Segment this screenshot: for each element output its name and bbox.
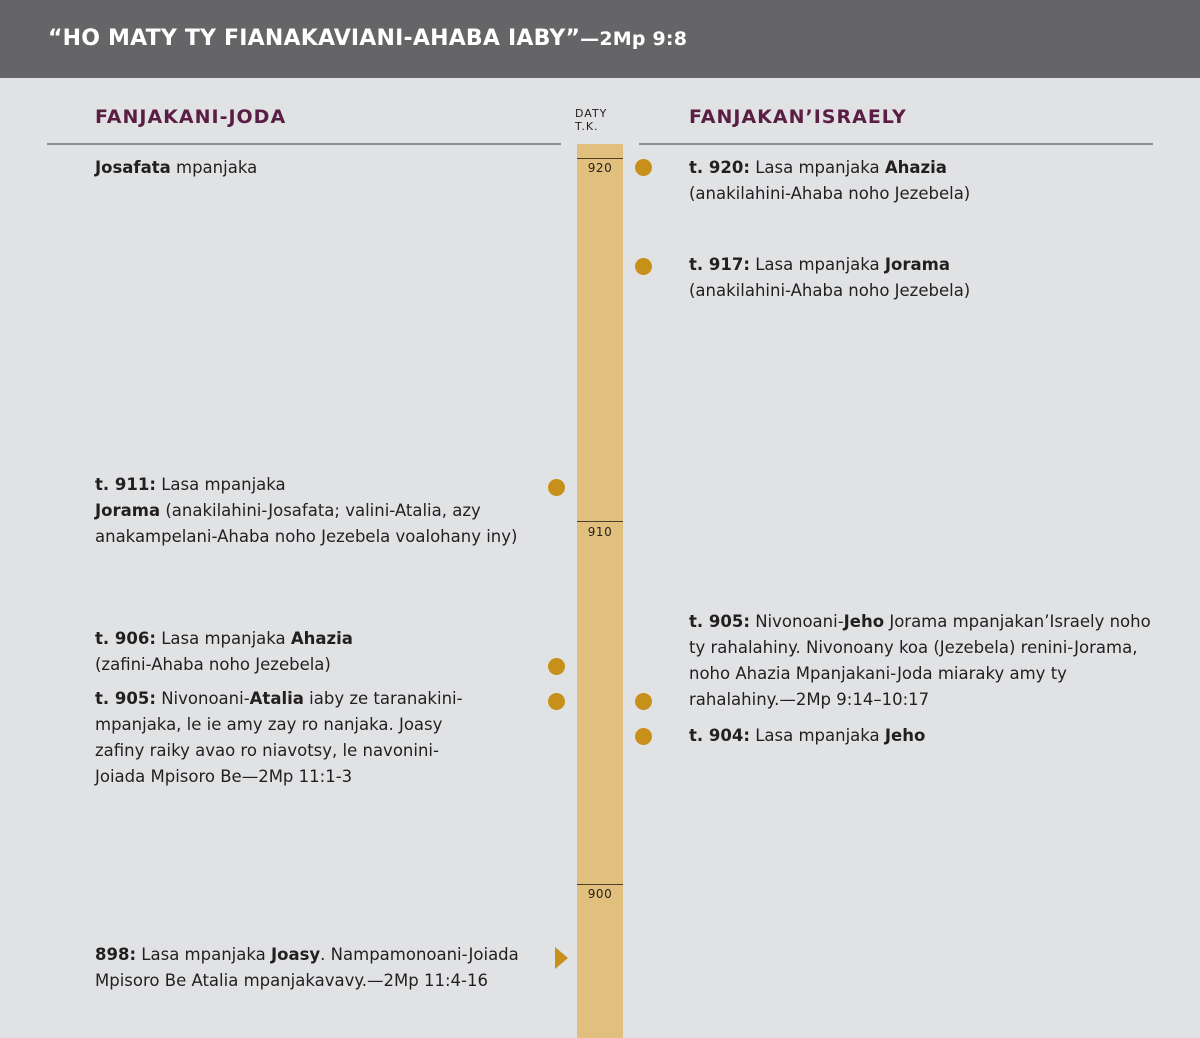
- event-marker-arrow: [555, 947, 568, 969]
- entry-text-rest: (zafini-Ahaba noho Jezebela): [95, 655, 331, 674]
- entry-text-rest: (anakilahini-Ahaba noho Jezebela): [689, 281, 971, 300]
- entry-bold-name: Ahazia: [884, 158, 947, 177]
- timeline-bar: [577, 144, 623, 1038]
- left-entry-906: [95, 626, 395, 678]
- left-entry-898: [95, 942, 525, 994]
- event-marker-dot: [548, 658, 565, 675]
- entry-bold-name: Jorama: [95, 501, 161, 520]
- event-marker-dot: [635, 693, 652, 710]
- entry-bold: t. 917:: [689, 255, 750, 274]
- entry-bold-name: Jorama: [884, 255, 950, 274]
- entry-bold-name: Atalia: [249, 689, 304, 708]
- title-text: “HO MATY TY FIANAKAVIANI-AHABA IABY”: [48, 26, 581, 51]
- entry-text-rest: (anakilahini-Ahaba noho Jezebela): [689, 184, 971, 203]
- entry-text-rest: Jorama mpanjakan’Israely noho ty rahalahiny. Nivonoany koa (Jezebela) renini-Jorama, noho Ahazia Mpanjakani-Joda miaraky amy ty rahalahiny.—2Mp 9:14–10:17: [689, 612, 1151, 709]
- entry-bold-name: Ahazia: [290, 629, 353, 648]
- date-heading-line1: DATY: [575, 107, 608, 120]
- entry-bold: t. 920:: [689, 158, 750, 177]
- page-title: [48, 26, 687, 51]
- right-entry-917: [689, 252, 1159, 304]
- date-column-heading: [575, 107, 623, 133]
- entry-text-rest: iaby ze taranakini-mpanjaka, le ie amy zay ro nanjaka. Joasy zafiny raiky avao ro niavotsy, le navonini-Joiada Mpisoro Be—2Mp 11:1-3: [95, 689, 463, 786]
- entry-text-rest: (anakilahini-Josafata; valini-Atalia, azy anakampelani-Ahaba noho Jezebela voalohany iny): [95, 501, 518, 546]
- entry-text: Lasa mpanjaka: [136, 945, 271, 964]
- left-entry-josafata: [95, 155, 535, 181]
- timeline-tick-920: [577, 158, 623, 159]
- timeline-tick-label-910: 910: [587, 525, 613, 539]
- event-marker-dot: [635, 159, 652, 176]
- entry-text-rest: . Nampamonoani-Joiada Mpisoro Be Atalia mpanjakavavy.—2Mp 11:4-16: [95, 945, 519, 990]
- entry-bold: t. 906:: [95, 629, 156, 648]
- entry-bold: t. 905:: [95, 689, 156, 708]
- entry-bold: t. 905:: [689, 612, 750, 631]
- entry-bold: Josafata: [95, 158, 171, 177]
- entry-text: Nivonoani-: [155, 689, 250, 708]
- entry-text: Nivonoani-: [749, 612, 844, 631]
- date-heading-line2: T.K.: [575, 120, 599, 133]
- entry-text: Lasa mpanjaka: [155, 475, 286, 494]
- right-heading-rule: [639, 143, 1153, 145]
- left-column-heading: FANJAKANI-JODA: [95, 106, 287, 128]
- entry-text: mpanjaka: [170, 158, 258, 177]
- left-entry-911: [95, 472, 535, 550]
- timeline-tick-label-900: 900: [587, 887, 613, 901]
- left-heading-rule: [47, 143, 561, 145]
- timeline-tick-900: [577, 884, 623, 885]
- entry-text: Lasa mpanjaka: [749, 726, 885, 745]
- header-bar: [0, 0, 1200, 78]
- entry-text: Lasa mpanjaka: [749, 255, 885, 274]
- right-entry-904: [689, 723, 1159, 749]
- right-entry-905: [689, 609, 1159, 713]
- left-entry-905: [95, 686, 485, 790]
- entry-bold: t. 911:: [95, 475, 156, 494]
- entry-text: Lasa mpanjaka: [155, 629, 291, 648]
- entry-bold-name: Joasy: [270, 945, 321, 964]
- entry-bold-name: Jeho: [884, 726, 926, 745]
- entry-bold-name: Jeho: [843, 612, 885, 631]
- event-marker-dot: [635, 258, 652, 275]
- entry-bold: t. 904:: [689, 726, 750, 745]
- right-column-heading: FANJAKAN’ISRAELY: [689, 106, 907, 128]
- title-reference: —2Mp 9:8: [580, 28, 688, 50]
- event-marker-dot: [548, 693, 565, 710]
- timeline-tick-910: [577, 521, 623, 522]
- event-marker-dot: [635, 728, 652, 745]
- event-marker-dot: [548, 479, 565, 496]
- right-entry-920: [689, 155, 1159, 207]
- timeline-tick-label-920: 920: [587, 161, 613, 175]
- entry-bold: 898:: [95, 945, 137, 964]
- entry-text: Lasa mpanjaka: [749, 158, 885, 177]
